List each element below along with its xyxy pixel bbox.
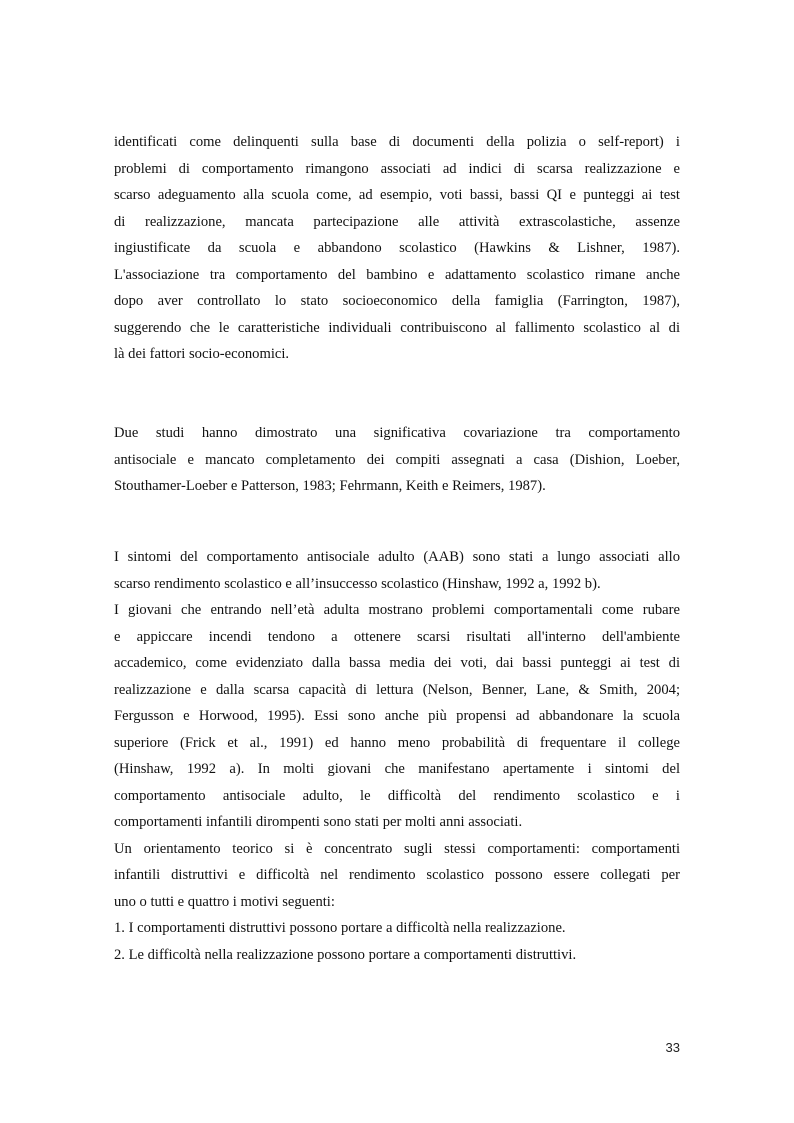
text-line: là dei fattori socio-economici.	[114, 346, 290, 362]
paragraph-1	[114, 129, 680, 368]
text-line: (Hinshaw, 1992 a). In molti giovani che manifestano apertamente i sintomi del	[114, 761, 680, 777]
text-line: Fergusson e Horwood, 1995). Essi sono anche più propensi ad abbandonare la scuola	[114, 708, 680, 724]
text-line: 1. I comportamenti distruttivi possono portare a difficoltà nella realizzazione.	[114, 920, 566, 936]
text-line: comportamenti infantili dirompenti sono stati per molti anni associati.	[114, 814, 523, 830]
text-line: Un orientamento teorico si è concentrato sugli stessi comportamenti: comportamenti	[114, 840, 680, 857]
text-line: 2. Le difficoltà nella realizzazione possono portare a comportamenti distruttivi.	[114, 946, 577, 963]
text-line: suggerendo che le caratteristiche individuali contribuiscono al fallimento scolastico al di	[114, 319, 680, 336]
text-line: realizzazione e dalla scarsa capacità di lettura (Nelson, Benner, Lane, & Smith, 2004;	[114, 681, 680, 698]
text-line: di realizzazione, mancata partecipazione alle attività extrascolastiche, assenze	[114, 213, 680, 230]
paragraph-2	[114, 420, 680, 500]
text-line: Stouthamer-Loeber e Patterson, 1983; Fehrmann, Keith e Reimers, 1987).	[114, 478, 546, 494]
text-line: L'associazione tra comportamento del bambino e adattamento scolastico rimane anche	[114, 266, 680, 283]
text-line: I sintomi del comportamento antisociale adulto (AAB) sono stati a lungo associati allo	[114, 549, 680, 565]
text-line: dopo aver controllato lo stato socioeconomico della famiglia (Farrington, 1987),	[114, 293, 680, 309]
text-line: antisociale e mancato completamento dei compiti assegnati a casa (Dishion, Loeber,	[114, 451, 680, 468]
text-line: e appiccare incendi tendono a ottenere scarsi risultati all'interno dell'ambiente	[114, 628, 680, 645]
text-line: identificati come delinquenti sulla base di documenti della polizia o self-report) i	[114, 134, 680, 150]
text-line: Due studi hanno dimostrato una significativa covariazione tra comportamento	[114, 425, 680, 441]
text-line: scarso rendimento scolastico e all’insuccesso scolastico (Hinshaw, 1992 a, 1992 b).	[114, 575, 601, 592]
paragraph-3	[114, 544, 680, 968]
text-line: comportamento antisociale adulto, le difficoltà del rendimento scolastico e i	[114, 787, 680, 804]
text-line: scarso adeguamento alla scuola come, ad esempio, voti bassi, bassi QI e punteggi ai test	[114, 187, 680, 203]
text-line: superiore (Frick et al., 1991) ed hanno meno probabilità di frequentare il college	[114, 734, 680, 751]
text-line: I giovani che entrando nell’età adulta mostrano problemi comportamentali come rubare	[114, 602, 680, 618]
text-line: uno o tutti e quattro i motivi seguenti:	[114, 893, 335, 910]
text-line: infantili distruttivi e difficoltà nel rendimento scolastico possono essere collegati per	[114, 867, 680, 883]
text-line: ingiustificate da scuola e abbandono scolastico (Hawkins & Lishner, 1987).	[114, 240, 680, 256]
page-number: 33	[665, 1040, 680, 1055]
text-line: problemi di comportamento rimangono associati ad indici di scarsa realizzazione e	[114, 160, 680, 177]
text-line: accademico, come evidenziato dalla bassa media dei voti, dai bassi punteggi ai test di	[114, 655, 680, 671]
